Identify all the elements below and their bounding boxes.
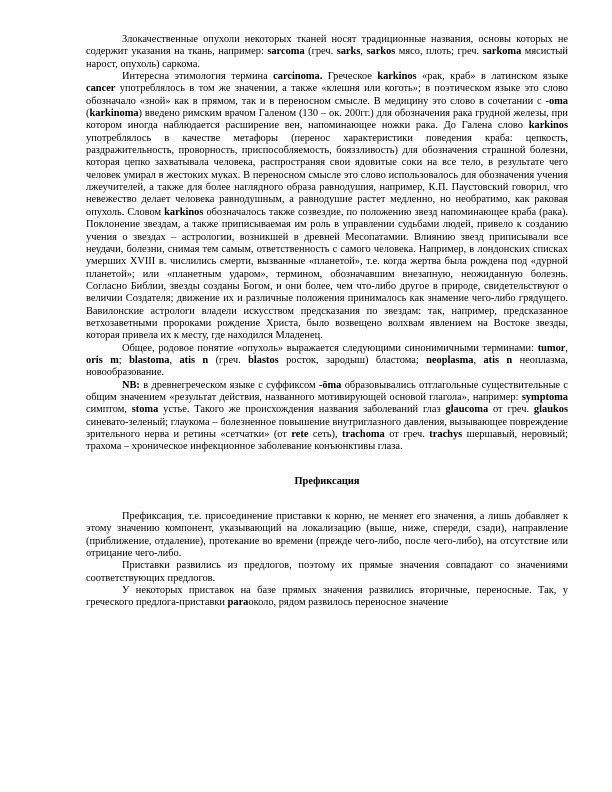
text-run: неоплазма, новообразование. [86,354,568,379]
text-run: употреблялось в том же значении, а также «клешня или коготь»; в поэтическом языке это слово обозначало «зной» как в прямом, так и в переносном смысле. В медицину это слово в сочетании с [86,83,568,107]
text-run: ; [118,354,130,366]
term: karkinoma [89,108,139,120]
text-run: шершавый, неровный; трахома – хроническое инфекционное заболевание конъюнктивы глаза. [86,429,569,453]
term: karkinos [377,71,417,83]
document-body-top [86,34,568,454]
term: atis n [483,354,513,366]
text-run: Интересна этимология термина [122,71,274,83]
term: cancer [86,83,116,95]
text-run: от греч. [488,404,534,416]
section-heading: Префиксация [294,475,360,487]
paragraph-p7 [86,585,568,610]
text-run: (греч. [304,46,337,58]
text-run: (греч. [208,354,249,366]
paragraph-p3 [86,343,568,380]
term: blastos [248,354,279,366]
term: -ōma [318,379,342,391]
term: NB: [122,379,140,391]
text-run: Общее, родовое понятие «опухоль» выражается следующими синонимичными терминами: [122,342,538,354]
text-run: около, рядом развилось переносное значение [248,597,449,609]
text-run: Префиксация, т.е. присоединение приставки к корню, не меняет его значения, а лишь добавляет к этому значению компонент, указывающий на локализацию (выше, ниже, спереди, сзади), направление (приближение, отдаление), протекание во времени (прежде чего-либо, после чего-либо), на отсутствие или отрицание чего-либо. [86,511,568,560]
document-body-bottom [86,511,568,610]
text-run: росток, зародыш) бластома; [278,354,427,366]
term: glaukos [533,404,568,416]
text-run: от греч. [384,429,430,440]
term: carcinoma. [273,71,323,83]
term: trachys [429,429,463,440]
term: sarkos [366,46,396,58]
term: rete [291,429,309,440]
text-run: Приставки развились из предлогов, поэтому их прямые значения совпадают со значениями соответствующих предлогов. [86,560,568,584]
term: tumor [537,342,566,354]
text-run: У некоторых приставок на базе прямых значения развились вторичные, переносные. Так, у греческого предлога-приставки [86,585,568,609]
term: oris m [86,354,119,366]
text-run: мясо, плоть; греч. [395,46,483,58]
term: symptoma [521,391,568,403]
text-run: , [169,354,180,366]
term: sarkoma [482,46,522,58]
text-run: , [360,46,367,58]
text-run: устье. Такого же происхождения названия заболеваний глаз [158,404,446,416]
text-run: мясистый нарост, опухоль) саркома. [86,46,568,70]
text-run: ) введено римским врачом Галеном (130 – ок. 200гг.) для обозначения рака грудной железы, при котором иногда наблюдается расширение вен, напоминающее ножки рака. До Галена слово [86,108,568,132]
term: stoma [131,404,159,416]
term: -oma [545,95,568,107]
text-run: «рак, краб» в латинском языке [416,71,568,83]
paragraph-p4 [86,380,568,454]
paragraph-p6 [86,560,568,585]
term: sarks [336,46,361,58]
paragraph-p1 [86,34,568,71]
paragraph-p2 [86,71,568,343]
term: para [227,597,249,609]
paragraph-p5 [86,511,568,560]
term: blastoma [129,354,170,366]
text-run: Злокачественные опухоли некоторых тканей носят традиционные названия, основы которых не содержит указания на ткань, например: [86,34,568,58]
text-run: , [473,354,484,366]
text-run: обозначалось также созвездие, по положению звезд напоминающее краба (рака). Поклонение звездам, а также приписываемая им роль в управлении судьбами людей, привело к созданию учения о звездах – астрологии, возникшей в древней Месопатамии. Влиянию звезд приписывали все неудачи, болезни, снимая тем самым, ответственность с самого человека. Например, в лондонских списках умерших XVIII в. числились смерти, вызванные «планетой», т.е. когда жертва была рождена под «дурной планетой»; или «планетным ударом», термином, обозначавшим внезапную, неожиданную болезнь. Согласно Библии, звезды созданы Богом, и они более, чем что-либо другое в природе, свидетельствуют о величии Создателя; движение их и различные положения принималось как знамение чего-либо грядущего. Вавилонские астрологи владели искусством предсказания по звездам: так, например, предсказанное ветхозаветными пророками рождение Христа, было возвещено волхвам явлением на Востоке звезды, которая привела их к месту, где находился Младенец. [86,206,569,342]
text-run: ( [86,108,90,120]
text-run: в древнегреческом языке с суффиксом [139,379,319,391]
text-run: , [565,342,568,354]
term: neoplasma [426,354,474,366]
term: karkinos [164,206,204,218]
term: sarcoma [267,46,305,58]
text-run: симптом, [86,404,132,416]
text-run: сеть), [308,429,343,440]
text-run: употреблялось в качестве метафоры (перенос характеристики поведения краба: цепкость, раздражительность, проворность, приспособляемость, бояззливость) для обозначения страшной болезни, которая цепко захватывала человека, распространяя свои ядовитые соки на все тело, в результате чего человек умирал в жестоких муках. В переносном смысле это слово использовалось для обозначения учения лжеучителей, а также для более наглядного образа равнодушия, например, К.П. Паустовский говорил, что невежество делает человека равнодушным, а равнодушие растет медленно, но необратимо, как раковая опухоль. Словом [86,132,568,218]
text-run: образовывались отглагольные существительные с общим значением «результат действия, названного мотивирующей основой глагола», например: [86,379,568,403]
term: karkinos [528,120,568,132]
term: atis n [179,354,209,366]
text-run: синевато-зеленый; глаукома – болезненное повышение внутриглазного давления, вызывающее повреждение зрительного нерва и ретины «сетчатки» (от [86,416,568,440]
term: glaucoma [445,404,489,416]
text-run: Греческое [322,71,378,83]
term: trachoma [342,429,385,440]
